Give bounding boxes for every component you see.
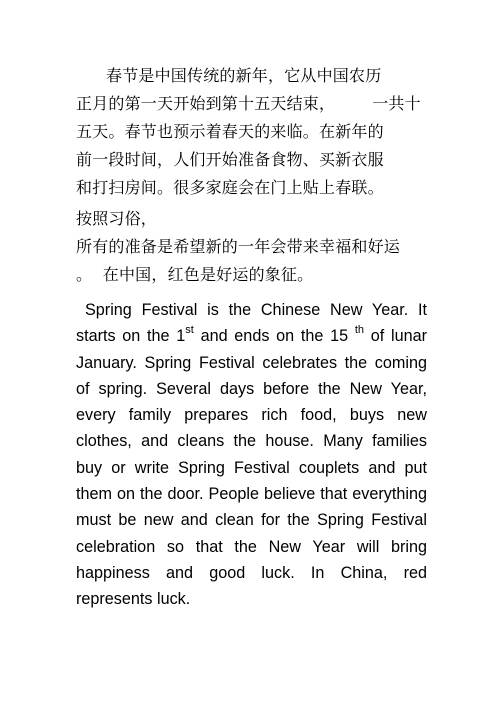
chinese-line-1: 春节是中国传统的新年，它从中国农历 xyxy=(106,66,382,85)
chinese-line-3: 五天。春节也预示着春天的来临。在新年的 xyxy=(76,122,384,141)
chinese-line-8: 。 在中国，红色是好运的象征。 xyxy=(76,265,314,284)
english-text-end: of lunar January. Spring Festival celebrates the coming of spring. Several days before the New Year, every family prepares rich food, buys new clothes, and cleans the house. Many families buy or write Spring Festival couplets and put them on the door. People believe that everything must be new and clean for the Spring Festival celebration so that the New Year will bring happiness and good luck. In China, red represents luck. xyxy=(76,327,427,609)
chinese-line-2: 正月的第一天开始到第十五天结束， 一共十 xyxy=(76,94,421,113)
english-text-middle: and ends on the 15 xyxy=(193,327,355,346)
chinese-line-4: 前一段时间，人们开始准备食物、买新衣服 xyxy=(76,150,384,169)
english-text-start: Spring Festival is the Chinese New Year. It starts on the 1 xyxy=(76,301,427,346)
chinese-paragraph xyxy=(76,62,426,289)
ordinal-suffix-th: th xyxy=(354,324,365,337)
chinese-line-6: 按照习俗， xyxy=(76,209,158,228)
english-paragraph xyxy=(76,297,427,613)
ordinal-suffix-st: st xyxy=(185,324,194,337)
chinese-line-5: 和打扫房间。很多家庭会在门上贴上春联。 xyxy=(76,178,384,197)
chinese-line-7: 所有的准备是希望新的一年会带来幸福和好运 xyxy=(76,237,401,256)
